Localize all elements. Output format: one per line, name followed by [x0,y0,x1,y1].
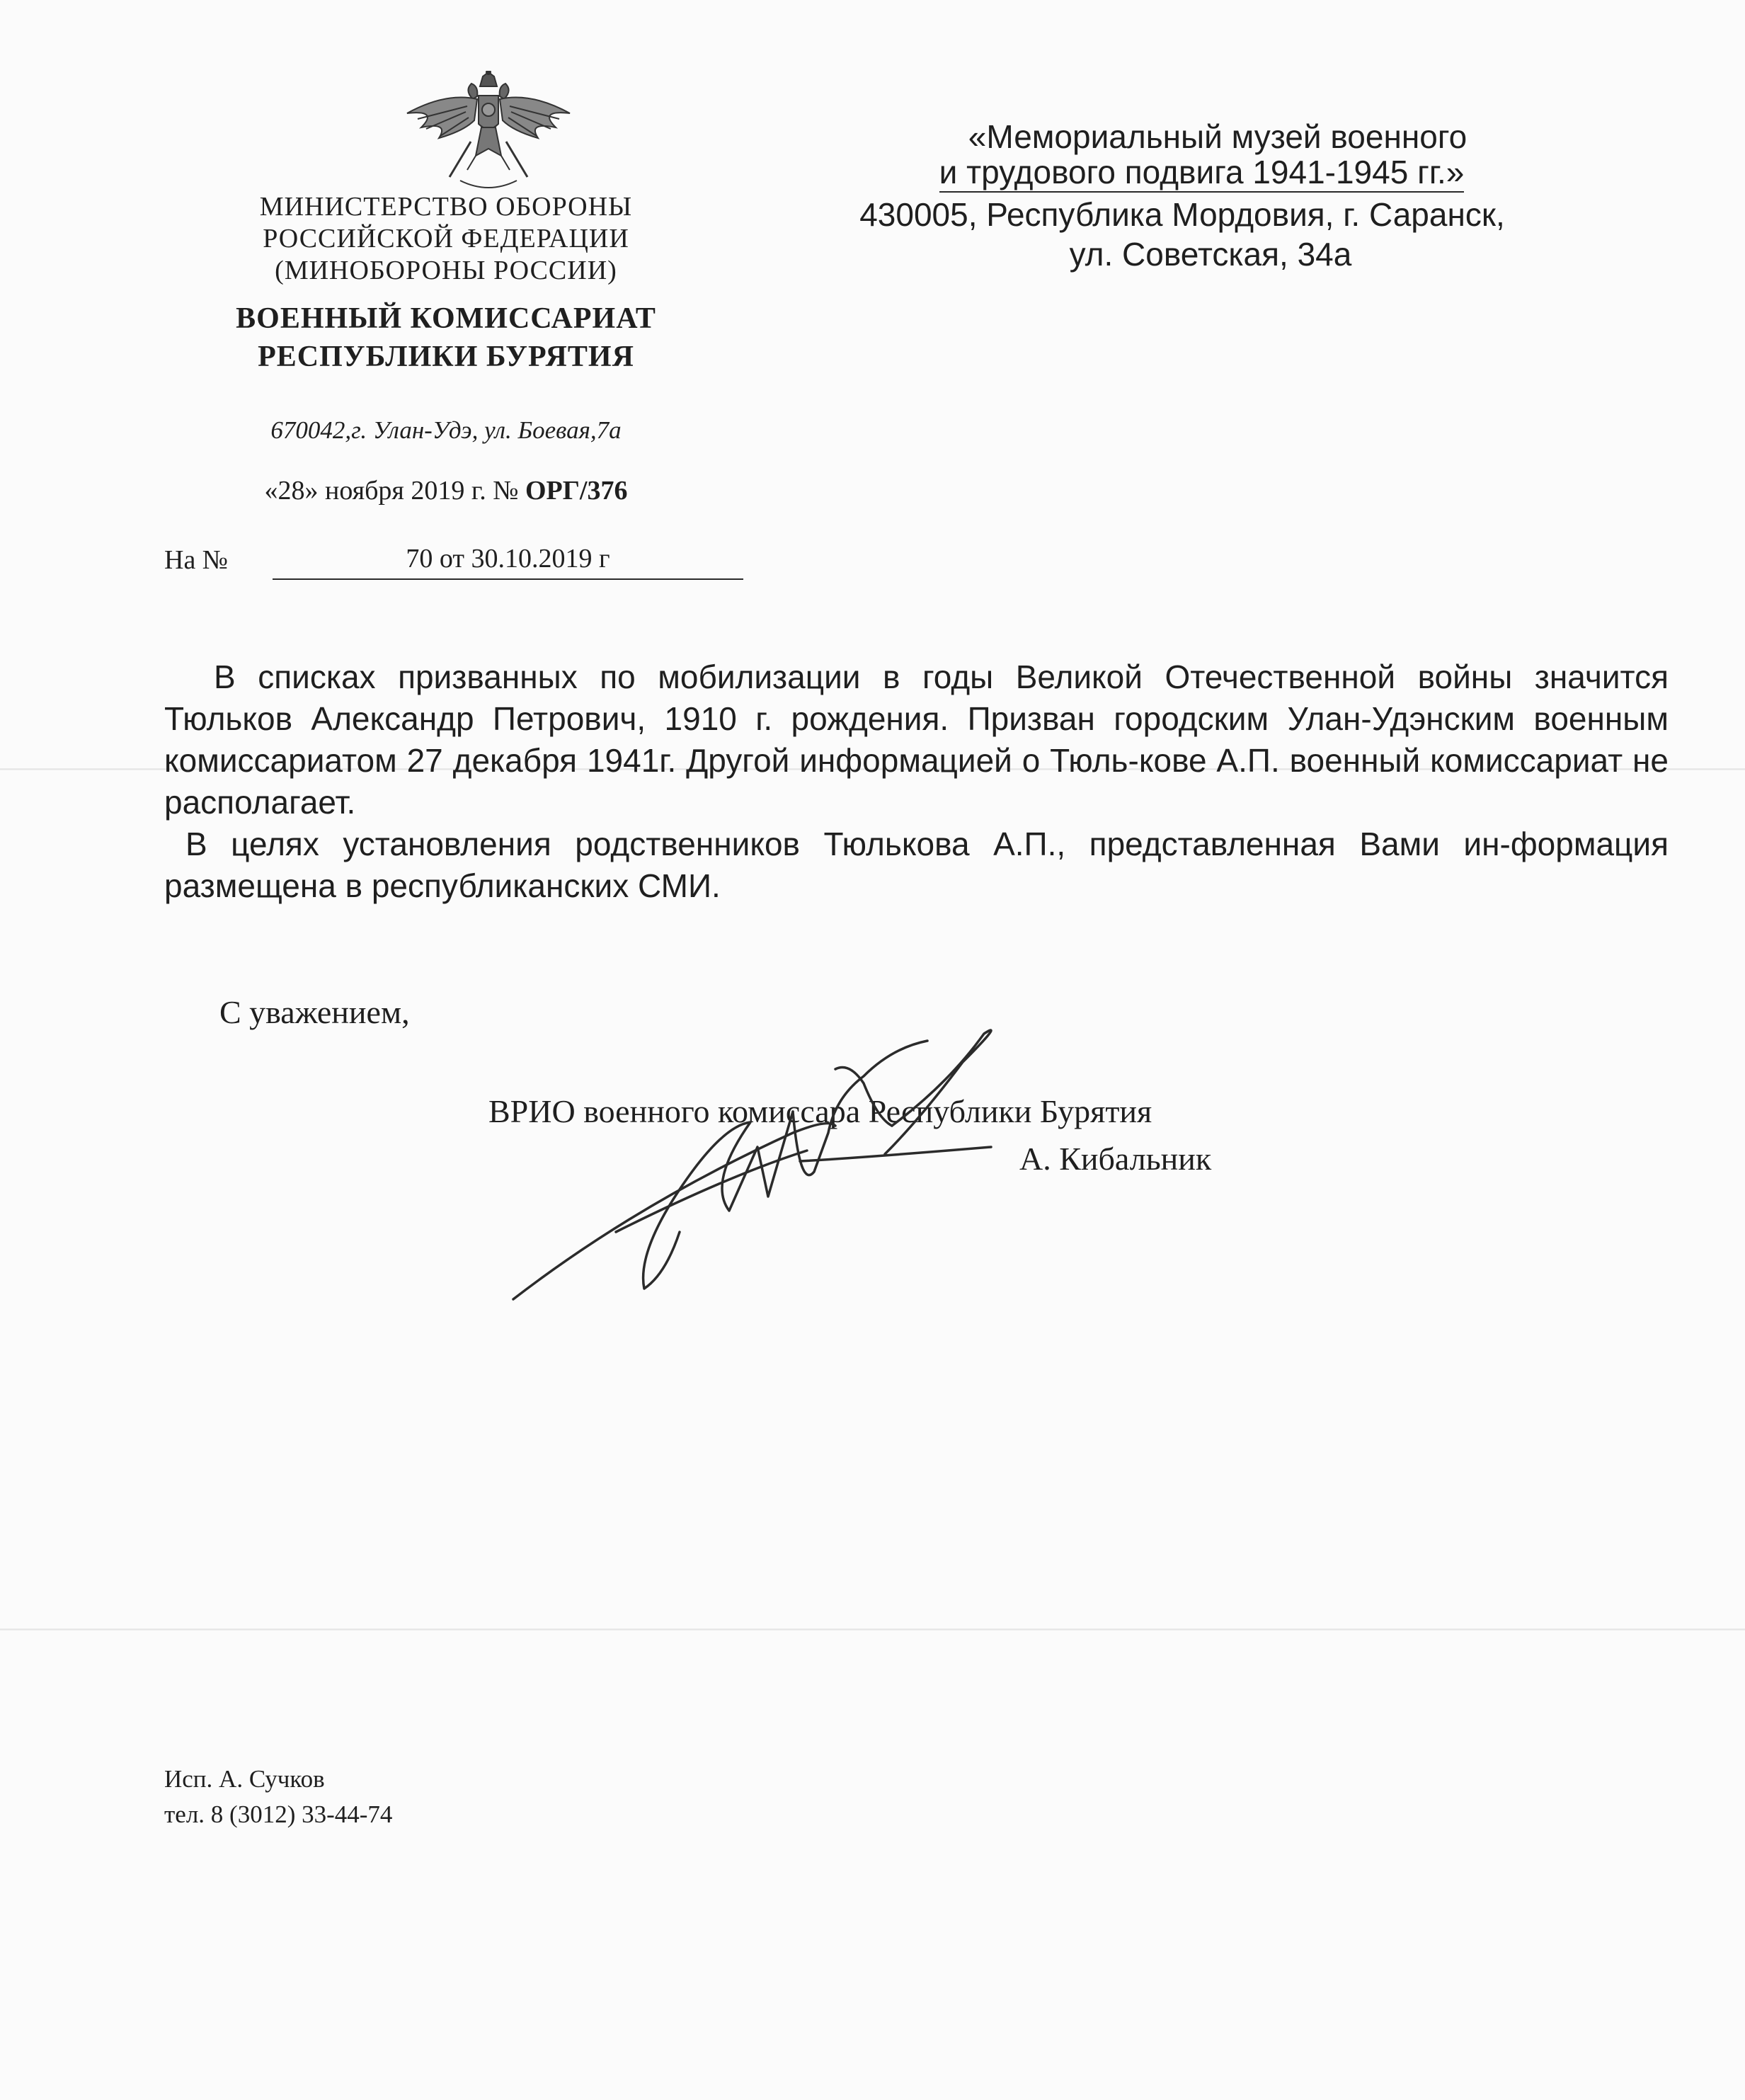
body-paragraph: В списках призванных по мобилизации в годы Великой Отечественной войны значится Тюльков Александр Петрович, 1910 г. рождения. Призван городским Улан-Удэнским военным комиссариатом 27 декабря 1941г. Другой информацией о Тюль-кове А.П. военный комиссариат не располагает. [164,658,1669,821]
reference-value: 70 от 30.10.2019 г [273,543,743,580]
recipient-address-line: 430005, Республика Мордовия, г. Саранск, [859,196,1505,233]
ministry-line: РОССИЙСКОЙ ФЕДЕРАЦИИ [263,224,629,253]
signatory-name: А. Кибальник [1019,1141,1212,1177]
executor-block [164,1762,392,1832]
letter-body [164,656,1669,907]
recipient-block [793,119,1572,272]
executor-name: Исп. А. Сучков [164,1765,325,1793]
double-headed-eagle-emblem-icon [382,71,595,195]
paper-fold [0,1628,1745,1631]
recipient-address-line: ул. Советская, 34а [1069,236,1352,273]
ministry-header [177,191,715,287]
outgoing-date: «28» ноября 2019 г. № [264,476,519,506]
kommissariat-line: РЕСПУБЛИКИ БУРЯТИЯ [258,341,634,373]
outgoing-number: ОРГ/376 [525,476,628,506]
kommissariat-header [177,299,715,376]
outgoing-reference [177,475,715,506]
ministry-line: (МИНОБОРОНЫ РОССИИ) [275,256,617,285]
closing-phrase: С уважением, [219,994,410,1030]
sender-address: 670042,г. Улан-Удэ, ул. Боевая,7а [270,416,622,444]
handwritten-signature [496,1020,1133,1352]
body-paragraph: В целях установления родственников Тюлькова А.П., представленная Вами ин-формация размещена в республиканских СМИ. [164,826,1669,904]
kommissariat-line: ВОЕННЫЙ КОМИССАРИАТ [236,302,656,335]
recipient-org-line: «Мемориальный музей военного [968,118,1467,155]
executor-phone: тел. 8 (3012) 33-44-74 [164,1801,393,1828]
reference-label: На № [164,545,229,575]
ministry-line: МИНИСТЕРСТВО ОБОРОНЫ [259,192,633,222]
recipient-org-line: и трудового подвига 1941-1945 гг.» [939,154,1465,193]
signatory-title: ВРИО военного комиссара Республики Бурятия [488,1093,1152,1129]
